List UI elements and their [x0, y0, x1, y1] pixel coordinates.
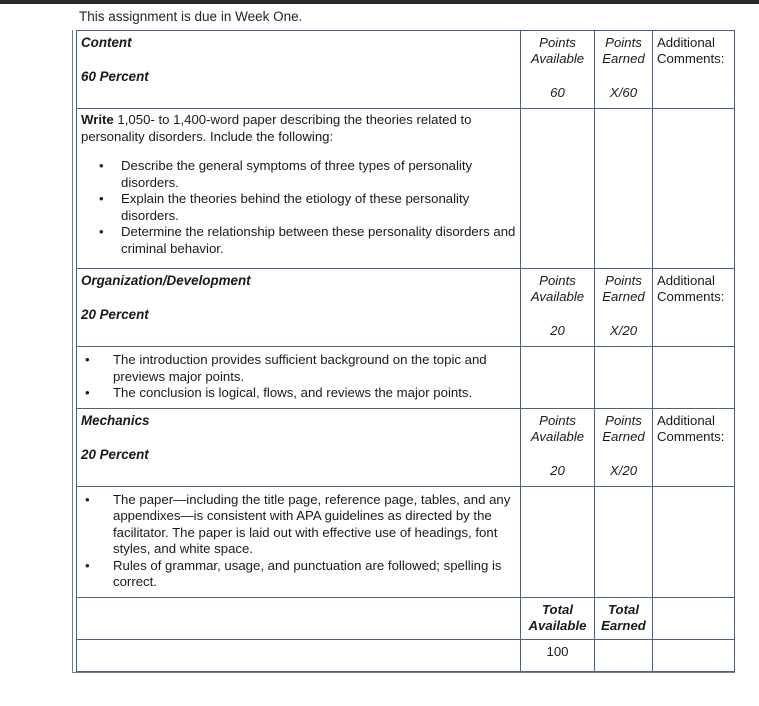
- points-earned-value: X/20: [609, 323, 638, 338]
- total-available-header: [521, 597, 595, 639]
- points-earned-cell[interactable]: [595, 486, 653, 597]
- rubric-frame: [72, 30, 735, 673]
- section-percent: 60 Percent: [81, 69, 149, 84]
- additional-comments-header: [653, 408, 735, 486]
- additional-comments-header: [653, 269, 735, 347]
- total-available-value: 100: [546, 643, 569, 659]
- section-body-content: [77, 109, 521, 269]
- points-available-header: [521, 408, 595, 486]
- total-available-value-cell: [521, 639, 595, 671]
- section-intro-rest: 1,050- to 1,400-word paper describing the theories related to personality disorders. Include the following:: [81, 112, 472, 144]
- table-row: [77, 408, 735, 486]
- section-title: Content: [81, 35, 132, 50]
- points-available-header: [521, 269, 595, 347]
- section-title: Organization/Development: [81, 273, 251, 288]
- points-available-value: 20: [550, 462, 565, 478]
- list-item: • The paper—including the title page, reference page, tables, and any appendixes—is consistent with APA guidelines as directed by the facilitator. The paper is laid out with effective use of headings, font styles, and white space.: [113, 492, 516, 558]
- points-earned-cell[interactable]: [595, 109, 653, 269]
- points-earned-header: [595, 269, 653, 347]
- additional-comments-cell[interactable]: [653, 109, 735, 269]
- section-header-content: [77, 31, 521, 109]
- points-earned-value: X/60: [609, 85, 638, 100]
- section-percent: 20 Percent: [81, 446, 149, 462]
- section-body-organization: [77, 347, 521, 409]
- totals-value-blank-cell: [77, 639, 521, 671]
- top-bar: [0, 0, 759, 4]
- section-body-mechanics: [77, 486, 521, 597]
- list-item: • Describe the general symptoms of three types of personality disorders.: [121, 158, 516, 191]
- total-comments-value-cell[interactable]: [653, 639, 735, 671]
- criteria-list: [81, 492, 516, 591]
- list-item: • Explain the theories behind the etiology of these personality disorders.: [121, 191, 516, 224]
- section-title: Mechanics: [81, 412, 150, 428]
- total-available-label: Total Available: [528, 601, 587, 633]
- table-row: [77, 639, 735, 671]
- points-earned-label: Points Earned: [602, 35, 645, 66]
- table-row: [77, 109, 735, 269]
- points-available-header: [521, 31, 595, 109]
- section-percent: 20 Percent: [81, 307, 149, 322]
- total-comments-header: [653, 597, 735, 639]
- list-item: • The conclusion is logical, flows, and reviews the major points.: [113, 385, 516, 402]
- points-earned-header: [595, 408, 653, 486]
- points-available-value: 60: [550, 85, 565, 100]
- section-header-mechanics: [77, 408, 521, 486]
- rubric-table: [76, 30, 735, 672]
- points-earned-label: Points Earned: [602, 273, 645, 304]
- table-row: [77, 347, 735, 409]
- total-earned-label: Total Earned: [601, 601, 646, 633]
- list-item: • The introduction provides sufficient background on the topic and previews major points.: [113, 352, 516, 385]
- section-intro-paragraph: [81, 112, 516, 145]
- points-available-cell[interactable]: [521, 486, 595, 597]
- additional-comments-cell[interactable]: [653, 347, 735, 409]
- criteria-list: [81, 158, 516, 257]
- points-available-cell[interactable]: [521, 109, 595, 269]
- additional-comments-cell[interactable]: [653, 486, 735, 597]
- table-row: [77, 31, 735, 109]
- points-earned-label: Points Earned: [602, 412, 645, 444]
- points-earned-cell[interactable]: [595, 347, 653, 409]
- points-available-label: Points Available: [530, 273, 585, 304]
- points-available-cell[interactable]: [521, 347, 595, 409]
- points-earned-header: [595, 31, 653, 109]
- totals-blank-cell: [77, 597, 521, 639]
- points-available-label: Points Available: [530, 412, 585, 444]
- table-row: [77, 486, 735, 597]
- total-earned-header: [595, 597, 653, 639]
- additional-comments-label: Additional Comments:: [657, 412, 725, 444]
- table-row: [77, 269, 735, 347]
- list-item: • Determine the relationship between these personality disorders and criminal behavior.: [121, 224, 516, 257]
- table-row: [77, 597, 735, 639]
- section-intro-bold: Write: [81, 112, 114, 127]
- total-earned-value-cell[interactable]: [595, 639, 653, 671]
- additional-comments-label: Additional Comments:: [657, 273, 725, 304]
- points-available-label: Points Available: [530, 35, 585, 66]
- points-earned-value: X/20: [609, 462, 638, 478]
- intro-text: This assignment is due in Week One.: [79, 9, 303, 24]
- additional-comments-header: [653, 31, 735, 109]
- section-header-organization: [77, 269, 521, 347]
- list-item: • Rules of grammar, usage, and punctuation are followed; spelling is correct.: [113, 558, 516, 591]
- criteria-list: [81, 352, 516, 402]
- points-available-value: 20: [550, 323, 565, 338]
- additional-comments-label: Additional Comments:: [657, 35, 725, 66]
